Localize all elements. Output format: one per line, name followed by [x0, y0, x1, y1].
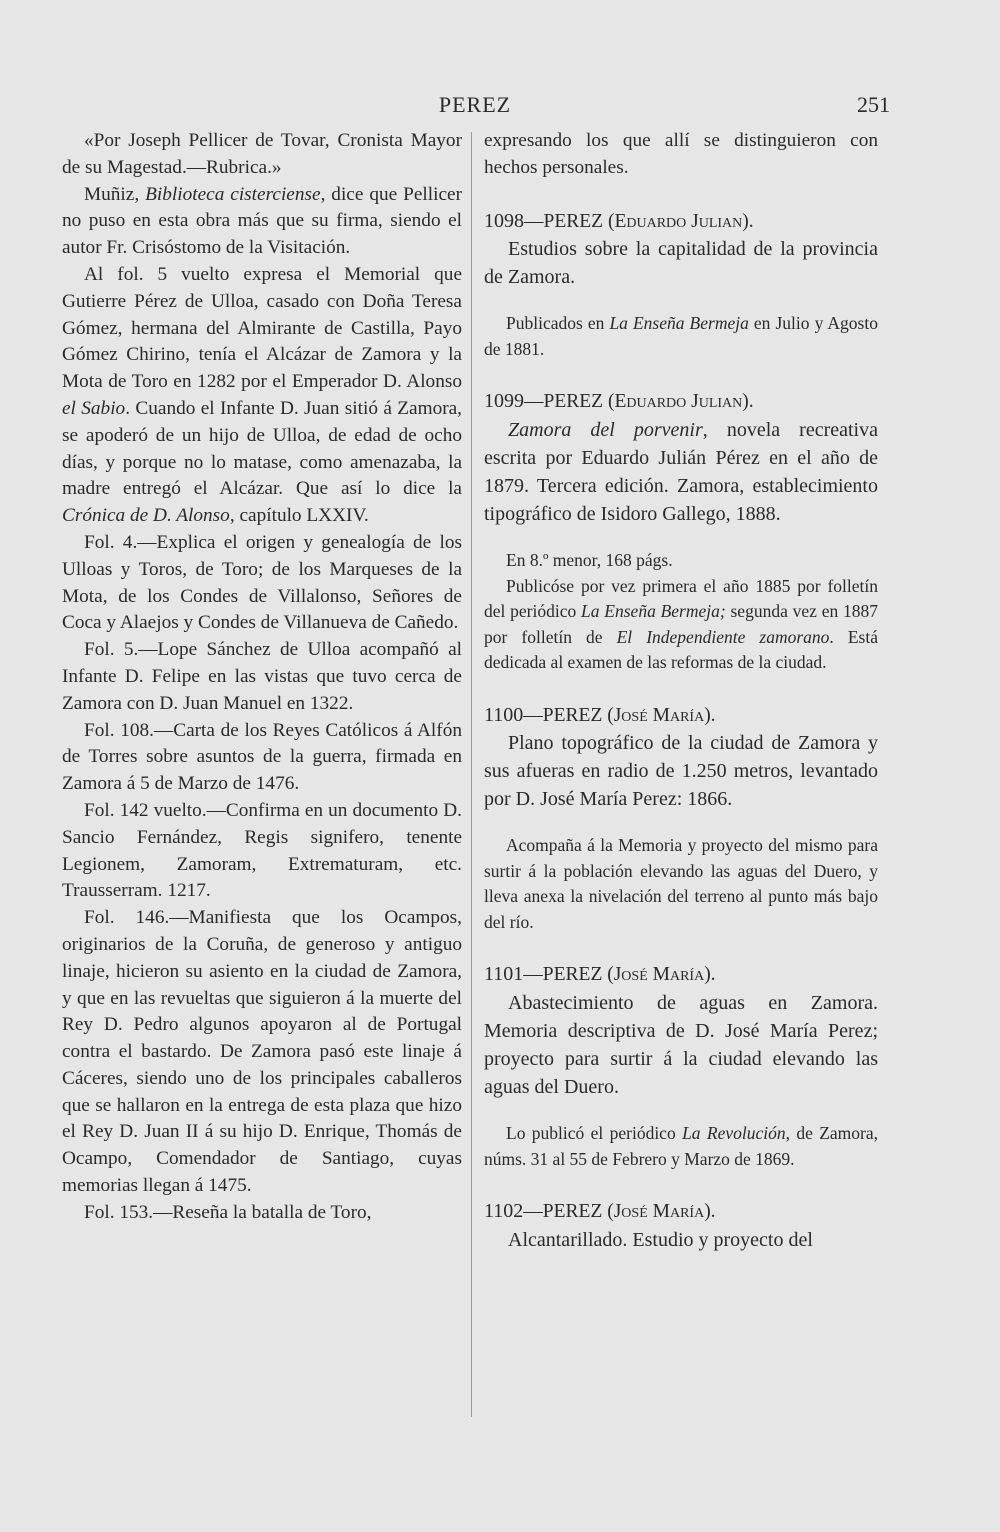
entry-note: Acompaña á la Memoria y proyecto del mismo para surtir á la población elevando las aguas del Duero, y lleva anexa la nivelación del terreno al punto más bajo del río. — [484, 835, 878, 932]
paragraph-fol-5-vuelto: Al fol. 5 vuelto expresa el Memorial que Gutierre Pérez de Ulloa, casado con Doña Teresa Gómez, hermana del Almirante de Castilla, Payo Gómez Chirino, tenía el Alcázar de Zamora y la Mota de Toro en 1282 por el Emperador D. Alonso el Sabio. Cuando el Infante D. Juan sitió á Zamora, se apoderó de un hijo de Ulloa, de edad de ocho días, y porque no lo matase, como amenazaba, la madre entregó el Alcázar. Que así lo dice la Crónica de D. Alonso, capítulo LXXIV. — [62, 263, 463, 527]
entry-1101 — [484, 961, 878, 1172]
entry-title: Zamora del porvenir, novela recreativa escrita por Eduardo Julián Pérez en el año de 1879. Tercera edición. Zamora, establecimiento tipográfico de Isidoro Gallego, 1888. — [484, 419, 878, 526]
running-title: PEREZ — [438, 92, 512, 117]
entry-1098 — [484, 208, 878, 363]
left-column — [62, 128, 462, 1227]
entry-heading: 1098—PEREZ (Eduardo Julian). — [484, 209, 754, 232]
right-column — [484, 128, 878, 1254]
column-divider — [471, 132, 472, 1417]
entry-note-format: En 8.º menor, 168 págs. — [506, 550, 673, 571]
entry-title: Plano topográfico de la ciudad de Zamora y sus afueras en radio de 1.250 metros, levantado por D. José María Perez: 1866. — [484, 732, 878, 811]
paragraph-fol-146: Fol. 146.—Manifiesta que los Ocampos, originarios de la Coruña, de generoso y antiguo linaje, hicieron su asiento en la ciudad de Zamora, y que en las revueltas que siguieron á la muerte del Rey D. Pedro algunos apoyaron al de Portugal contra el bastardo. De Zamora pasó este linaje á Cáceres, siendo uno de los principales caballeros que se hallaron en la entrega de esta plaza que hizo el Rey D. Juan II á su hijo D. Enrique, Thomás de Ocampo, Comendador de Santiago, cuyas memorias llegan á 1475. — [62, 907, 462, 1197]
paragraph-fol-4: Fol. 4.—Explica el origen y genealogía de los Ulloas y Toros, de Toro; de los Marqueses de la Mota, de los Condes de Villalonso, Señores de Coca y Alaejos y Condes de Villanueva de Cañedo. — [62, 531, 462, 634]
paragraph-fol-5: Fol. 5.—Lope Sánchez de Ulloa acompañó al Infante D. Felipe en las vistas que tuvo cerca de Zamora con D. Juan Manuel en 1322. — [62, 639, 462, 714]
entry-heading: 1099—PEREZ (Eduardo Julian). — [484, 390, 754, 413]
paragraph-continuation: expresando los que allí se distinguieron con hechos personales. — [484, 130, 878, 178]
entry-heading: 1101—PEREZ (José María). — [484, 963, 716, 986]
page-number: 251 — [857, 92, 890, 117]
paragraph-muniz: Muñiz, Biblioteca cisterciense, dice que Pellicer no puso en esta obra más que su firma, siendo el autor Fr. Crisóstomo de la Visitación. — [62, 183, 462, 259]
entry-heading: 1100—PEREZ (José María). — [484, 703, 716, 726]
running-head — [60, 92, 890, 122]
paragraph-quote: «Por Joseph Pellicer de Tovar, Cronista Mayor de su Magestad.—Rubrica.» — [62, 130, 462, 178]
paragraph-fol-153: Fol. 153.—Reseña la batalla de Toro, — [84, 1201, 372, 1223]
entry-note: Lo publicó el periódico La Revolución, de Zamora, núms. 31 al 55 de Febrero y Marzo de 1869. — [484, 1123, 879, 1169]
paragraph-fol-142: Fol. 142 vuelto.—Confirma en un documento D. Sancio Fernández, Regis signifero, tenente Legionem, Zamoram, Extrematuram, etc. Trausserram. 1217. — [62, 799, 462, 902]
entry-1102 — [484, 1198, 878, 1254]
entry-note: Publicados en La Enseña Bermeja en Julio y Agosto de 1881. — [484, 313, 878, 359]
entry-1099 — [484, 388, 878, 675]
entry-title: Abastecimiento de aguas en Zamora. Memoria descriptiva de D. José María Perez; proyecto para surtir á la ciudad elevando las aguas del Duero. — [484, 992, 878, 1099]
entry-heading: 1102—PEREZ (José María). — [484, 1200, 716, 1223]
entry-note: Publicóse por vez primera el año 1885 por folletín del periódico La Enseña Bermeja; segunda vez en 1887 por folletín de El Independiente zamorano. Está dedicada al examen de las reformas de la ciudad. — [484, 575, 878, 673]
entry-title: Alcantarillado. Estudio y proyecto del — [508, 1229, 813, 1252]
entry-title: Estudios sobre la capitalidad de la provincia de Zamora. — [484, 238, 878, 289]
entry-1100 — [484, 702, 878, 936]
paragraph-fol-108: Fol. 108.—Carta de los Reyes Católicos á Alfón de Torres sobre asuntos de la guerra, firmada en Zamora á 5 de Marzo de 1476. — [62, 719, 462, 795]
